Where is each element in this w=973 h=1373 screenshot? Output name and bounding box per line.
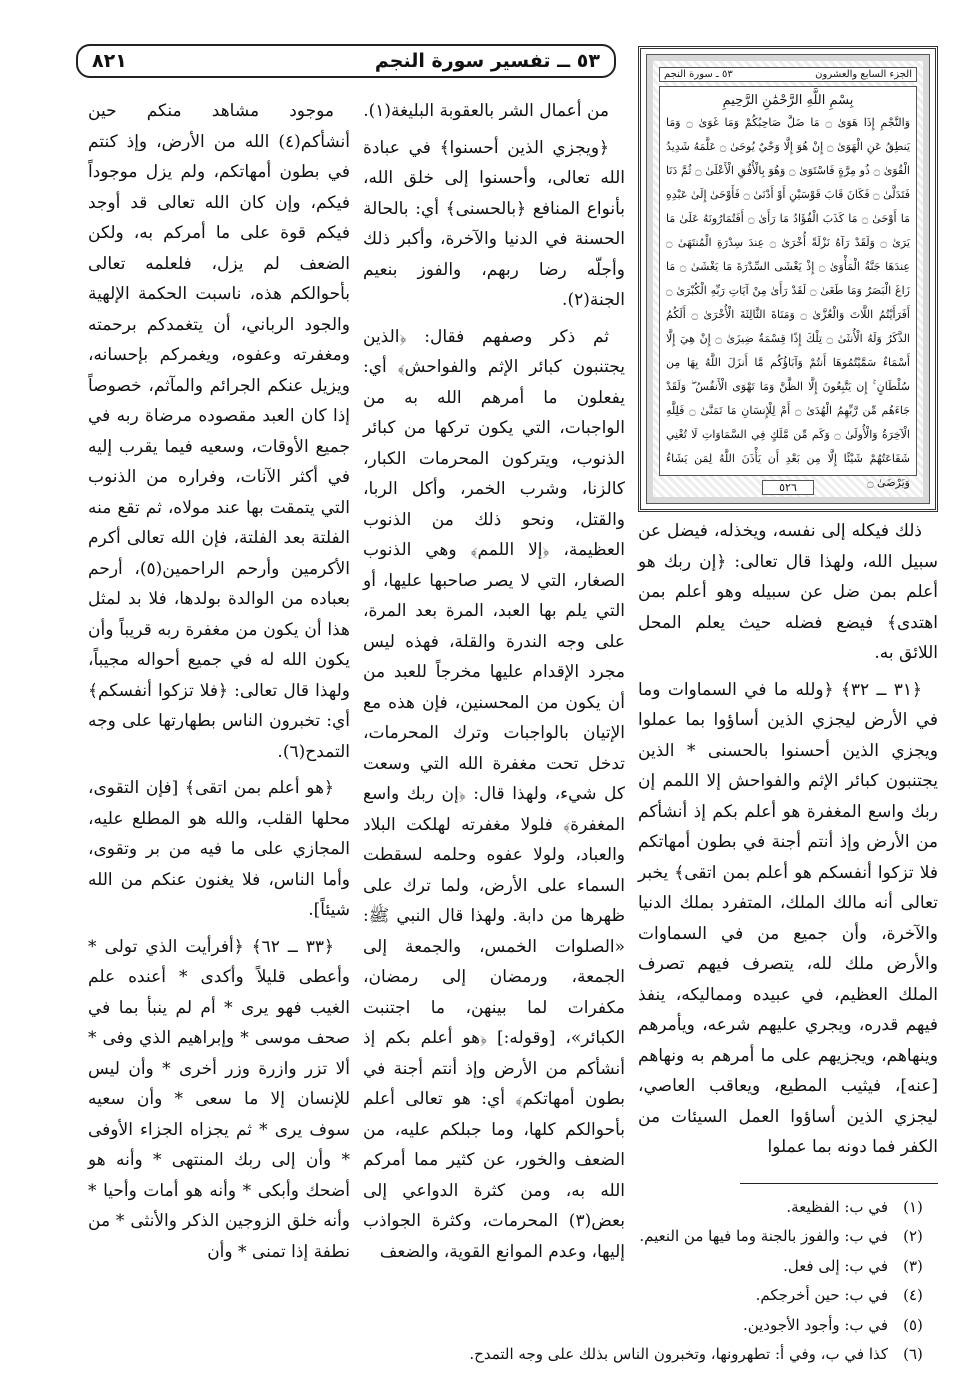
surah-label: ٥٣ ـ سورة النجم [664,69,733,80]
running-title: ٥٣ ــ تفسير سورة النجم [374,50,600,72]
footnote-text: في ب: حين أخرجكم. [755,1286,888,1305]
footnote [88,1281,938,1311]
paragraph: موجود مشاهد منكم حين أنشأكم(٤) الله من الأرض، وإذ كنتم في بطون أمهاتكم، ولم يزل موجوداً فيكم، وإن كان الله تعالى قد أوجد فيكم قوة على ما أمركم به، ولكن الضعف لم يزل، فلعلمه تعالى بأحوالكم هذه، ناسبت الحكمة الإلهية والجود الرباني، أن يتغمدكم برحمته ومغفرته وعفوه، ويغمركم بإحسانه، ويزيل عنكم الجرائم والمآثم، خصوصاً إذا كان العبد مقصوده مرضاة ربه في جميع الأوقات، وسعيه فيما يقرب إليه في أكثر الآنات، وفراره من الذنوب التي يتمقت بها عند مولاه، ثم تقع منه الفلتة بعد الفلتة، فإن الله تعالى أكرم الأكرمين وأرحم الراحمين(٥)، أرحم بعباده من الوالدة بولدها، فلا بد لمثل هذا أن يكون من مغفرة ربه قريباً وأن يكون الله له في جميع أحواله مجيباً، ولهذا قال تعالى: ﴿فلا تزكوا أنفسكم﴾ أي: تخبرون الناس بطهارتها على وجه التمدح(٦). [88,101,351,762]
footnote [88,1251,938,1281]
footnote-number: (٢) [903,1227,923,1246]
footnote-text: في ب: والفوز بالجنة وما فيها من النعيم. [639,1227,888,1246]
footnote [88,1310,938,1340]
footnote [88,1340,938,1370]
paragraph: ﴿هو أعلم بمن اتقى﴾ [فإن التقوى، محلها القلب، والله هو المطلع عليه، المجازي على ما فيه من بر وتقوى، وأما الناس، فلا يغنون عنكم من الله شيئاً]. [88,778,350,920]
paragraph: ذلك فيكله إلى نفسه، ويخذله، فيضل عن سبيل الله، ولهذا قال تعالى: ﴿إن ربك هو أعلم بمن ضل عن سبيله وهو أعلم بمن اهتدى﴾ فيضع فضله حيث يعلم المحل اللائق به. [638,521,938,663]
footnotes [88,1192,938,1369]
mushaf-page-number: ٥٢٦ [762,480,814,495]
footnote-text: في ب: وأجود الأجودين. [742,1315,888,1334]
column-middle [363,96,625,1262]
mushaf-header [659,67,917,82]
footnote-number: (٣) [903,1256,923,1275]
paragraph: من أعمال الشر بالعقوبة البليغة(١). [363,101,609,121]
basmala: بِسْمِ اللَّهِ الرَّحْمَٰنِ الرَّحِيمِ [722,93,854,108]
quran-verses: وَالنَّجْمِ إِذَا هَوَىٰ ۝ مَا ضَلَّ صَاحِبُكُمْ وَمَا غَوَىٰ ۝ وَمَا يَنطِقُ عَنِ الْهَوَىٰ ۝ إِنْ هُوَ إِلَّا وَحْيٌ يُوحَىٰ ۝ عَلَّمَهُ شَدِيدُ الْقُوَىٰ ۝ ذُو مِرَّةٍ فَاسْتَوَىٰ ۝ وَهُوَ بِالْأُفُقِ الْأَعْلَىٰ ۝ ثُمَّ دَنَا فَتَدَلَّىٰ ۝ فَكَانَ قَابَ قَوْسَيْنِ أَوْ أَدْنَىٰ ۝ فَأَوْحَىٰ إِلَىٰ عَبْدِهِ مَا أَوْحَىٰ ۝ مَا كَذَبَ الْفُؤَادُ مَا رَأَىٰ ۝ أَفَتُمَارُونَهُ عَلَىٰ مَا يَرَىٰ ۝ وَلَقَدْ رَآهُ نَزْلَةً أُخْرَىٰ ۝ عِندَ سِدْرَةِ الْمُنتَهَىٰ ۝ عِندَهَا جَنَّةُ الْمَأْوَىٰ ۝ إِذْ يَغْشَى السِّدْرَةَ مَا يَغْشَىٰ ۝ مَا زَاغَ الْبَصَرُ وَمَا طَغَىٰ ۝ لَقَدْ رَأَىٰ مِنْ آيَاتِ رَبِّهِ الْكُبْرَىٰ ۝ أَفَرَأَيْتُمُ اللَّاتَ وَالْعُزَّىٰ ۝ وَمَنَاةَ الثَّالِثَةَ الْأُخْرَىٰ ۝ أَلَكُمُ الذَّكَرُ وَلَهُ الْأُنثَىٰ ۝ تِلْكَ إِذًا قِسْمَةٌ ضِيزَىٰ ۝ إِنْ هِيَ إِلَّا أَسْمَاءٌ سَمَّيْتُمُوهَا أَنتُمْ وَآبَاؤُكُم مَّا أَنزَلَ اللَّهُ بِهَا مِن سُلْطَانٍ ۚ إِن يَتَّبِعُونَ إِلَّا الظَّنَّ وَمَا تَهْوَى الْأَنفُسُ ۖ وَلَقَدْ جَاءَهُم مِّن رَّبِّهِمُ الْهُدَىٰ ۝ أَمْ لِلْإِنسَانِ مَا تَمَنَّىٰ ۝ فَلِلَّهِ الْآخِرَةُ وَالْأُولَىٰ ۝ وَكَم مِّن مَّلَكٍ فِي السَّمَاوَاتِ لَا تُغْنِي شَفَاعَتُهُمْ شَيْئًا إِلَّا مِن بَعْدِ أَن يَأْذَنَ اللَّهُ لِمَن يَشَاءُ وَيَرْضَىٰ ۝ [666,116,911,489]
footnote-divider [740,1183,938,1184]
footnote-number: (٥) [903,1315,923,1334]
footnote-number: (٤) [903,1286,923,1305]
column-right [638,516,938,1157]
page-number: ٨٢١ [92,50,127,72]
quran-page-frame [638,46,938,512]
page-header [76,44,616,78]
footnote [88,1192,938,1222]
footnote [88,1222,938,1252]
column-left [88,96,351,1262]
paragraph: ﴿٣١ ــ ٣٢﴾ ﴿ولله ما في السماوات وما في الأرض ليجزي الذين أساؤوا بما عملوا ويجزي الذين أحسنوا بالحسنى * الذين يجتنبون كبائر الإثم والفواحش إلا اللمم إن ربك واسع المغفرة هو أعلم بكم إذ أنشأكم من الأرض وإذ أنتم أجنة في بطون أمهاتكم فلا تزكوا أنفسكم هو أعلم بمن اتقى﴾ يخبر تعالى أنه مالك الملك، المتفرد بملك الدنيا والآخرة، وأن جميع من في السماوات والأرض ملك لله، يتصرف فيهم تصرف الملك العظيم، في عبيده ومماليكه، ينفذ فيهم قدره، ويجري عليهم شرعه، ويأمرهم وينهاهم، ويجزيهم على ما أمرهم به ونهاهم [عنه]، فيثيب المطيع، ويعاقب العاصي، ليجزي الذين أساؤوا العمل السيئات من الكفر فما دونه بما عملوا [638,679,938,1157]
footnote-text: كذا في ب، وفي أ: تطهرونها، وتخبرون الناس بذلك على وجه التمدح. [469,1345,888,1364]
paragraph: ﴿ويجزي الذين أحسنوا﴾ في عبادة الله تعالى، وأحسنوا إلى خلق الله، بأنواع المنافع ﴿بالحسنى﴾ أي: بالحالة الحسنة في الدنيا والآخرة، وأكبر ذلك وأجلّه رضا ربهم، والفوز بنعيم الجنة(٢). [363,137,625,310]
paragraph: ثم ذكر وصفهم فقال: ﴿الذين يجتنبون كبائر الإثم والفواحش﴾ أي: يفعلون ما أمرهم الله به من الواجبات، التي يكون تركها من كبائر الذنوب، ويتركون المحرمات الكبار، كالزنا، وشرب الخمر، وأكل الربا، والقتل، ونحو ذلك من الذنوب العظيمة، ﴿إلا اللمم﴾ وهي الذنوب الصغار، التي لا يصر صاحبها عليها، أو التي يلم بها العبد، المرة بعد المرة، على وجه الندرة والقلة، فهذه ليس مجرد الإقدام عليها مخرجاً للعبد من أن يكون من المحسنين، فإن هذه مع الإتيان بالواجبات وترك المحرمات، تدخل تحت مغفرة الله التي وسعت كل شيء، ولهذا قال: ﴿إن ربك واسع المغفرة﴾ فلولا مغفرته لهلكت البلاد والعباد، ولولا عفوه وحلمه لسقطت السماء على الأرض، ولما ترك على ظهرها من دابة. ولهذا قال النبي ﷺ: «الصلوات الخمس، والجمعة إلى الجمعة، ورمضان إلى رمضان، مكفرات لما بينهن، ما اجتنبت الكبائر»، [وقوله:] ﴿هو أعلم بكم إذ أنشأكم من الأرض وإذ أنتم أجنة في بطون أمهاتكم﴾ أي: هو تعالى أعلم بأحوالكم كلها، وما جبلكم عليه، من الضعف والخور، عن كثير مما أمركم الله به، ومن كثرة الدواعي إلى بعض(٣) المحرمات، وكثرة الجواذب إليها، وعدم الموانع القوية، والضعف [363,326,625,1262]
juz-label: الجزء السابع والعشرون [815,69,912,80]
footnote-number: (٦) [903,1345,923,1364]
paragraph: ﴿٣٣ ــ ٦٢﴾ ﴿أفرأيت الذي تولى * وأعطى قليلاً وأكدى * أعنده علم الغيب فهو يرى * أم لم ينبأ بما في صحف موسى * وإبراهيم الذي وفى * ألا تزر وازرة وزر أخرى * وأن ليس للإنسان إلا ما سعى * وأن سعيه سوف يرى * ثم يجزاه الجزاء الأوفى * وأن إلى ربك المنتهى * وأنه هو أضحك وأبكى * وأنه هو أمات وأحيا * وأنه خلق الزوجين الذكر والأنثى * من نطفة إذا تمنى * وأن [88,936,350,1262]
ornamental-border [647,55,929,503]
footnote-text: في ب: الفظيعة. [786,1197,888,1216]
footnote-text: في ب: إلى فعل. [783,1256,888,1275]
footnote-number: (١) [903,1197,923,1216]
